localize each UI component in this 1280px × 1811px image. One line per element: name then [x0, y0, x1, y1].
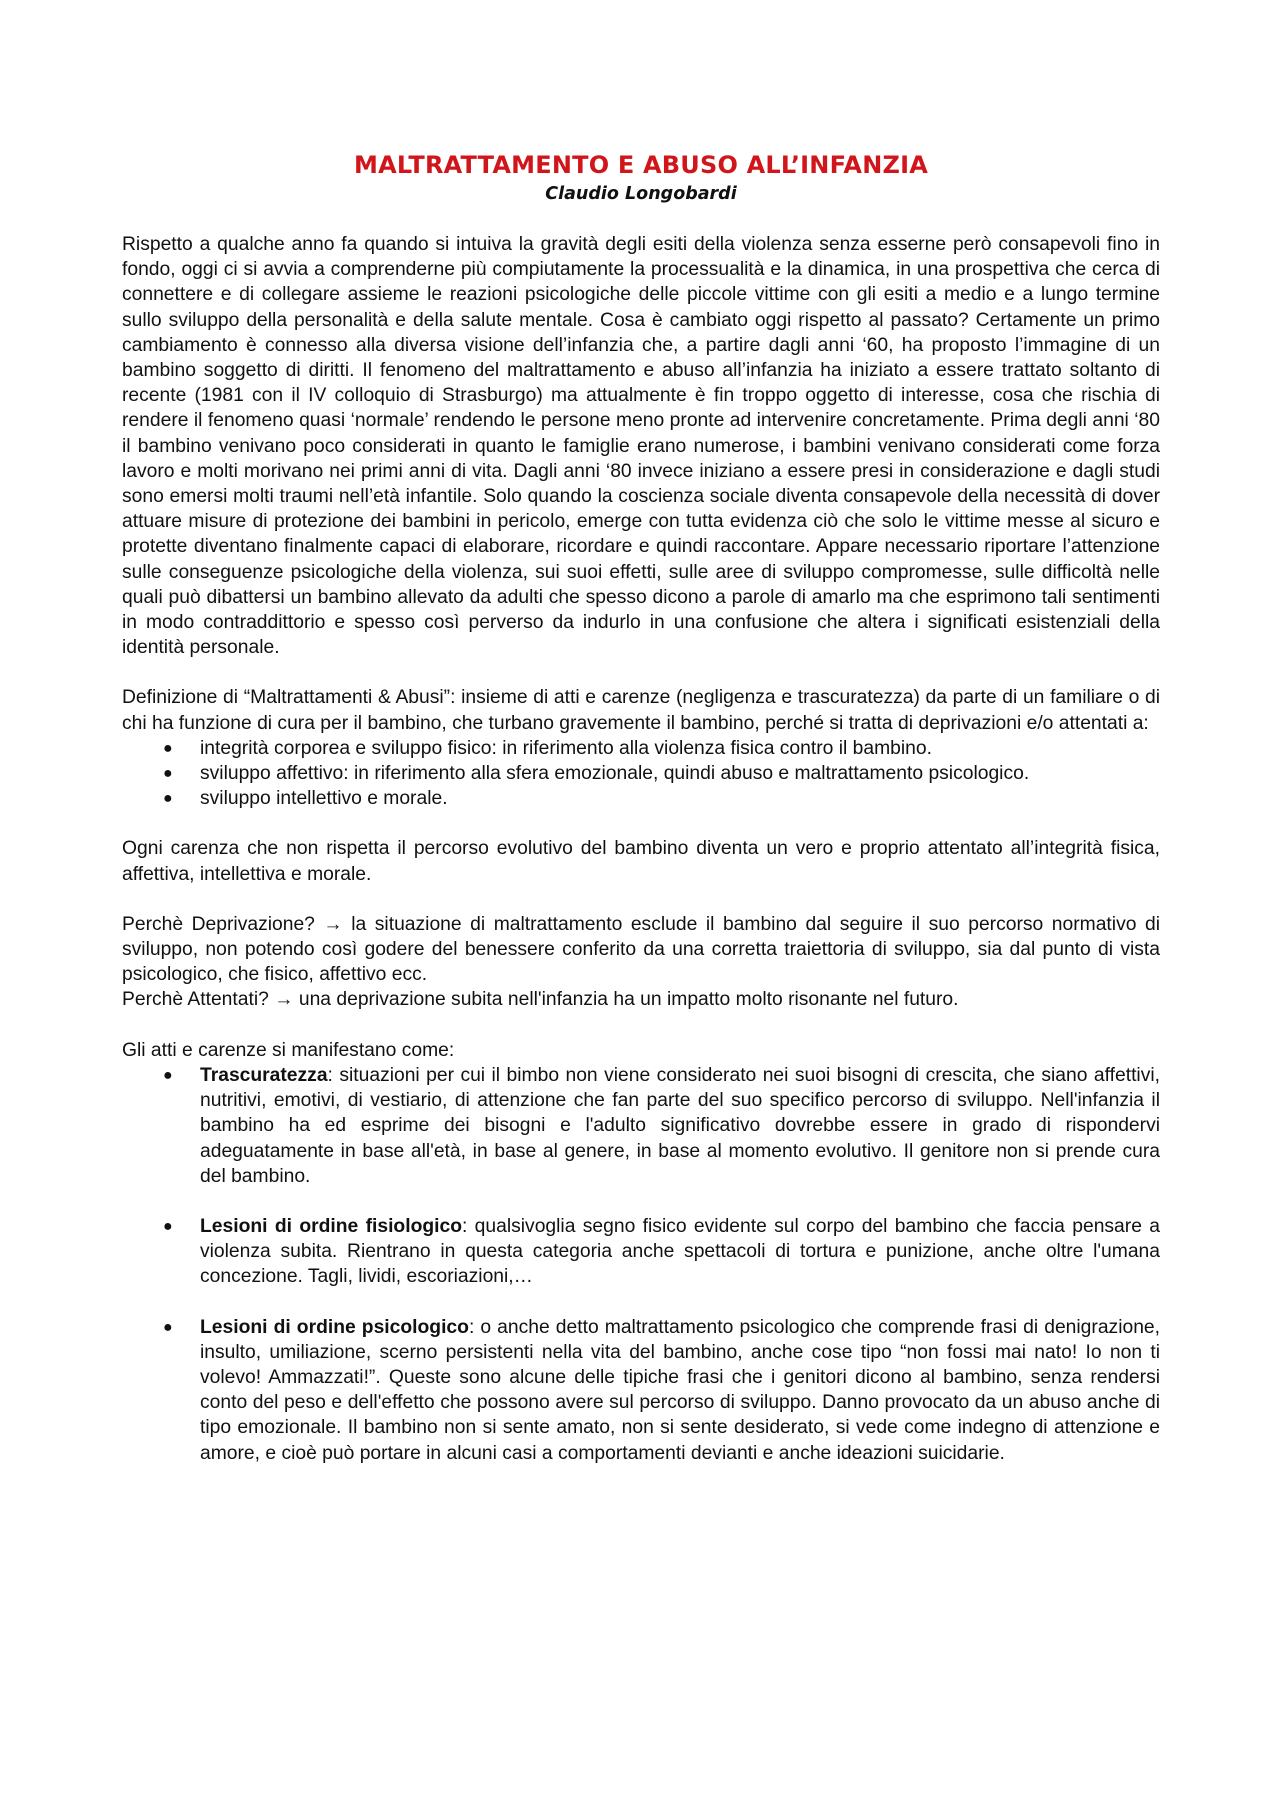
- bullet-icon: ●: [163, 1217, 173, 1235]
- acts-intro: Gli atti e carenze si manifestano come:: [122, 1039, 455, 1061]
- intro-paragraph: Rispetto a qualche anno fa quando si intuiva la gravità degli esiti della violenza senza esserne però consapevoli fino in fondo, oggi ci si avvia a comprenderne più compiutamente la processualità e la dinamica, in una prospettiva che cerca di connettere e di collegare assieme le reazioni psicologiche delle piccole vittime con gli esiti a medio e a lungo termine sullo sviluppo della personalità e della salute mentale. Cosa è cambiato oggi rispetto al passato? Certamente un primo cambiamento è connesso alla diversa visione dell’infanzia che, a partire dagli anni ‘60, ha proposto l’immagine di un bambino soggetto di diritti. Il fenomeno del maltrattamento e abuso all’infanzia ha iniziato a essere trattato soltanto di recente (1981 con il IV colloquio di Strasburgo) ma attualmente è fin troppo oggetto di interesse, cosa che rischia di rendere il fenomeno quasi ‘normale’ rendendo le persone meno pronte ad intervenire concretamente. Prima degli anni ‘80 il bambino venivano poco considerati in quanto le famiglie erano numerose, i bambini venivano considerati come forza lavoro e molti morivano nei primi anni di vita. Dagli anni ‘80 invece iniziano a essere presi in considerazione e dagli studi sono emersi molti traumi nell’età infantile. Solo quando la coscienza sociale diventa consapevole della necessità di dover attuare misure di protezione dei bambini in pericolo, emerge con tutta evidenza ciò che solo le vittime messe al sicuro e protette diventano finalmente capaci di elaborare, ricordare e quindi raccontare. Appare necessario riportare l’attenzione sulle conseguenze psicologiche della violenza, sui suoi effetti, sulle aree di sviluppo compromesse, sulle difficoltà nelle quali può dibattersi un bambino allevato da adulti che spesso dicono a parole di amarlo ma che esprimono tali sentimenti in modo contraddittorio e spesso così perverso da indurlo in una confusione che altera i significati esistenziali della identità personale.: [122, 234, 1160, 659]
- definition-paragraph: Definizione di “Maltrattamenti & Abusi”: insieme di atti e carenze (negligenza e trascuratezza) da parte di un familiare o di chi ha funzione di cura per il bambino, che turbano gravemente il bambino, perché si tratta di deprivazioni e/o attentati a:: [122, 687, 1160, 734]
- bullet-icon: ●: [163, 1066, 173, 1084]
- acts-list: [122, 1063, 1160, 1466]
- list-item: [163, 736, 1160, 761]
- bullet-icon: ●: [163, 739, 173, 757]
- document-page: [122, 150, 1160, 1466]
- document-title: MALTRATTAMENTO E ABUSO ALL’INFANZIA: [354, 151, 928, 179]
- list-item-term: Trascuratezza: [200, 1064, 328, 1086]
- list-item-term: Lesioni di ordine psicologico: [200, 1316, 469, 1338]
- list-item: [163, 761, 1160, 786]
- definition-list: [122, 736, 1160, 812]
- list-item-text: : o anche detto maltrattamento psicologico che comprende frasi di denigrazione, insulto, umiliazione, scerno persistenti nella vita del bambino, anche cose tipo “non fossi mai nato! Io non ti volevo! Ammazzati!”. Queste sono alcune delle tipiche frasi che i genitori dicono al bambino, senza rendersi conto del peso e dell'effetto che possono avere sul percorso di sviluppo. Danno provocato da un abuso anche di tipo emozionale. Il bambino non si sente amato, non si sente desiderato, si vede come indegno di attenzione e amore, e cioè può portare in alcuni casi a comportamenti devianti e anche ideazioni suicidarie.: [200, 1316, 1161, 1464]
- carenza-paragraph: Ogni carenza che non rispetta il percorso evolutivo del bambino diventa un vero e proprio attentato all’integrità fisica, affettiva, intellettiva e morale.: [122, 838, 1160, 885]
- bullet-icon: ●: [163, 765, 173, 783]
- list-item-text: : qualsivoglia segno fisico evidente sul corpo del bambino che faccia pensare a violenza subita. Rientrano in questa categoria anche spettacoli di tortura e punizione, anche oltre l'umana concezione. Tagli, lividi, escoriazioni,…: [200, 1215, 1160, 1288]
- list-item-text: : situazioni per cui il bimbo non viene considerato nei suoi bisogni di crescita, che siano affettivi, nutritivi, emotivi, di vestiario, di attenzione che fan parte del suo specifico percorso di sviluppo. Nell'infanzia il bambino ha ed esprime dei bisogni e l'adulto significativo dovrebbe essere in grado di rispondervi adeguatamente in base all'età, in base al genere, in base al momento evolutivo. Il genitore non si prende cura del bambino.: [200, 1064, 1160, 1187]
- list-item: [163, 786, 1160, 811]
- list-item: [163, 1063, 1160, 1189]
- bullet-icon: ●: [163, 790, 173, 808]
- list-item-term: Lesioni di ordine fisiologico: [200, 1215, 462, 1237]
- document-author: Claudio Longobardi: [545, 184, 737, 204]
- attentati-paragraph: Perchè Attentati? → una deprivazione subita nell'infanzia ha un impatto molto risonante nel futuro.: [122, 989, 959, 1011]
- list-item: [163, 1315, 1161, 1466]
- list-item-text: sviluppo affettivo: in riferimento alla sfera emozionale, quindi abuso e maltrattamento psicologico.: [200, 763, 1030, 785]
- list-item: [163, 1214, 1160, 1290]
- list-item-text: sviluppo intellettivo e morale.: [200, 788, 448, 810]
- deprivazione-paragraph: Perchè Deprivazione? → la situazione di maltrattamento esclude il bambino dal seguire il suo percorso normativo di sviluppo, non potendo così godere del benessere conferito da una corretta traiettoria di sviluppo, sia dal punto di vista psicologico, che fisico, affettivo ecc.: [122, 913, 1160, 986]
- list-item-text: integrità corporea e sviluppo fisico: in riferimento alla violenza fisica contro il bambino.: [200, 737, 932, 759]
- bullet-icon: ●: [163, 1318, 173, 1336]
